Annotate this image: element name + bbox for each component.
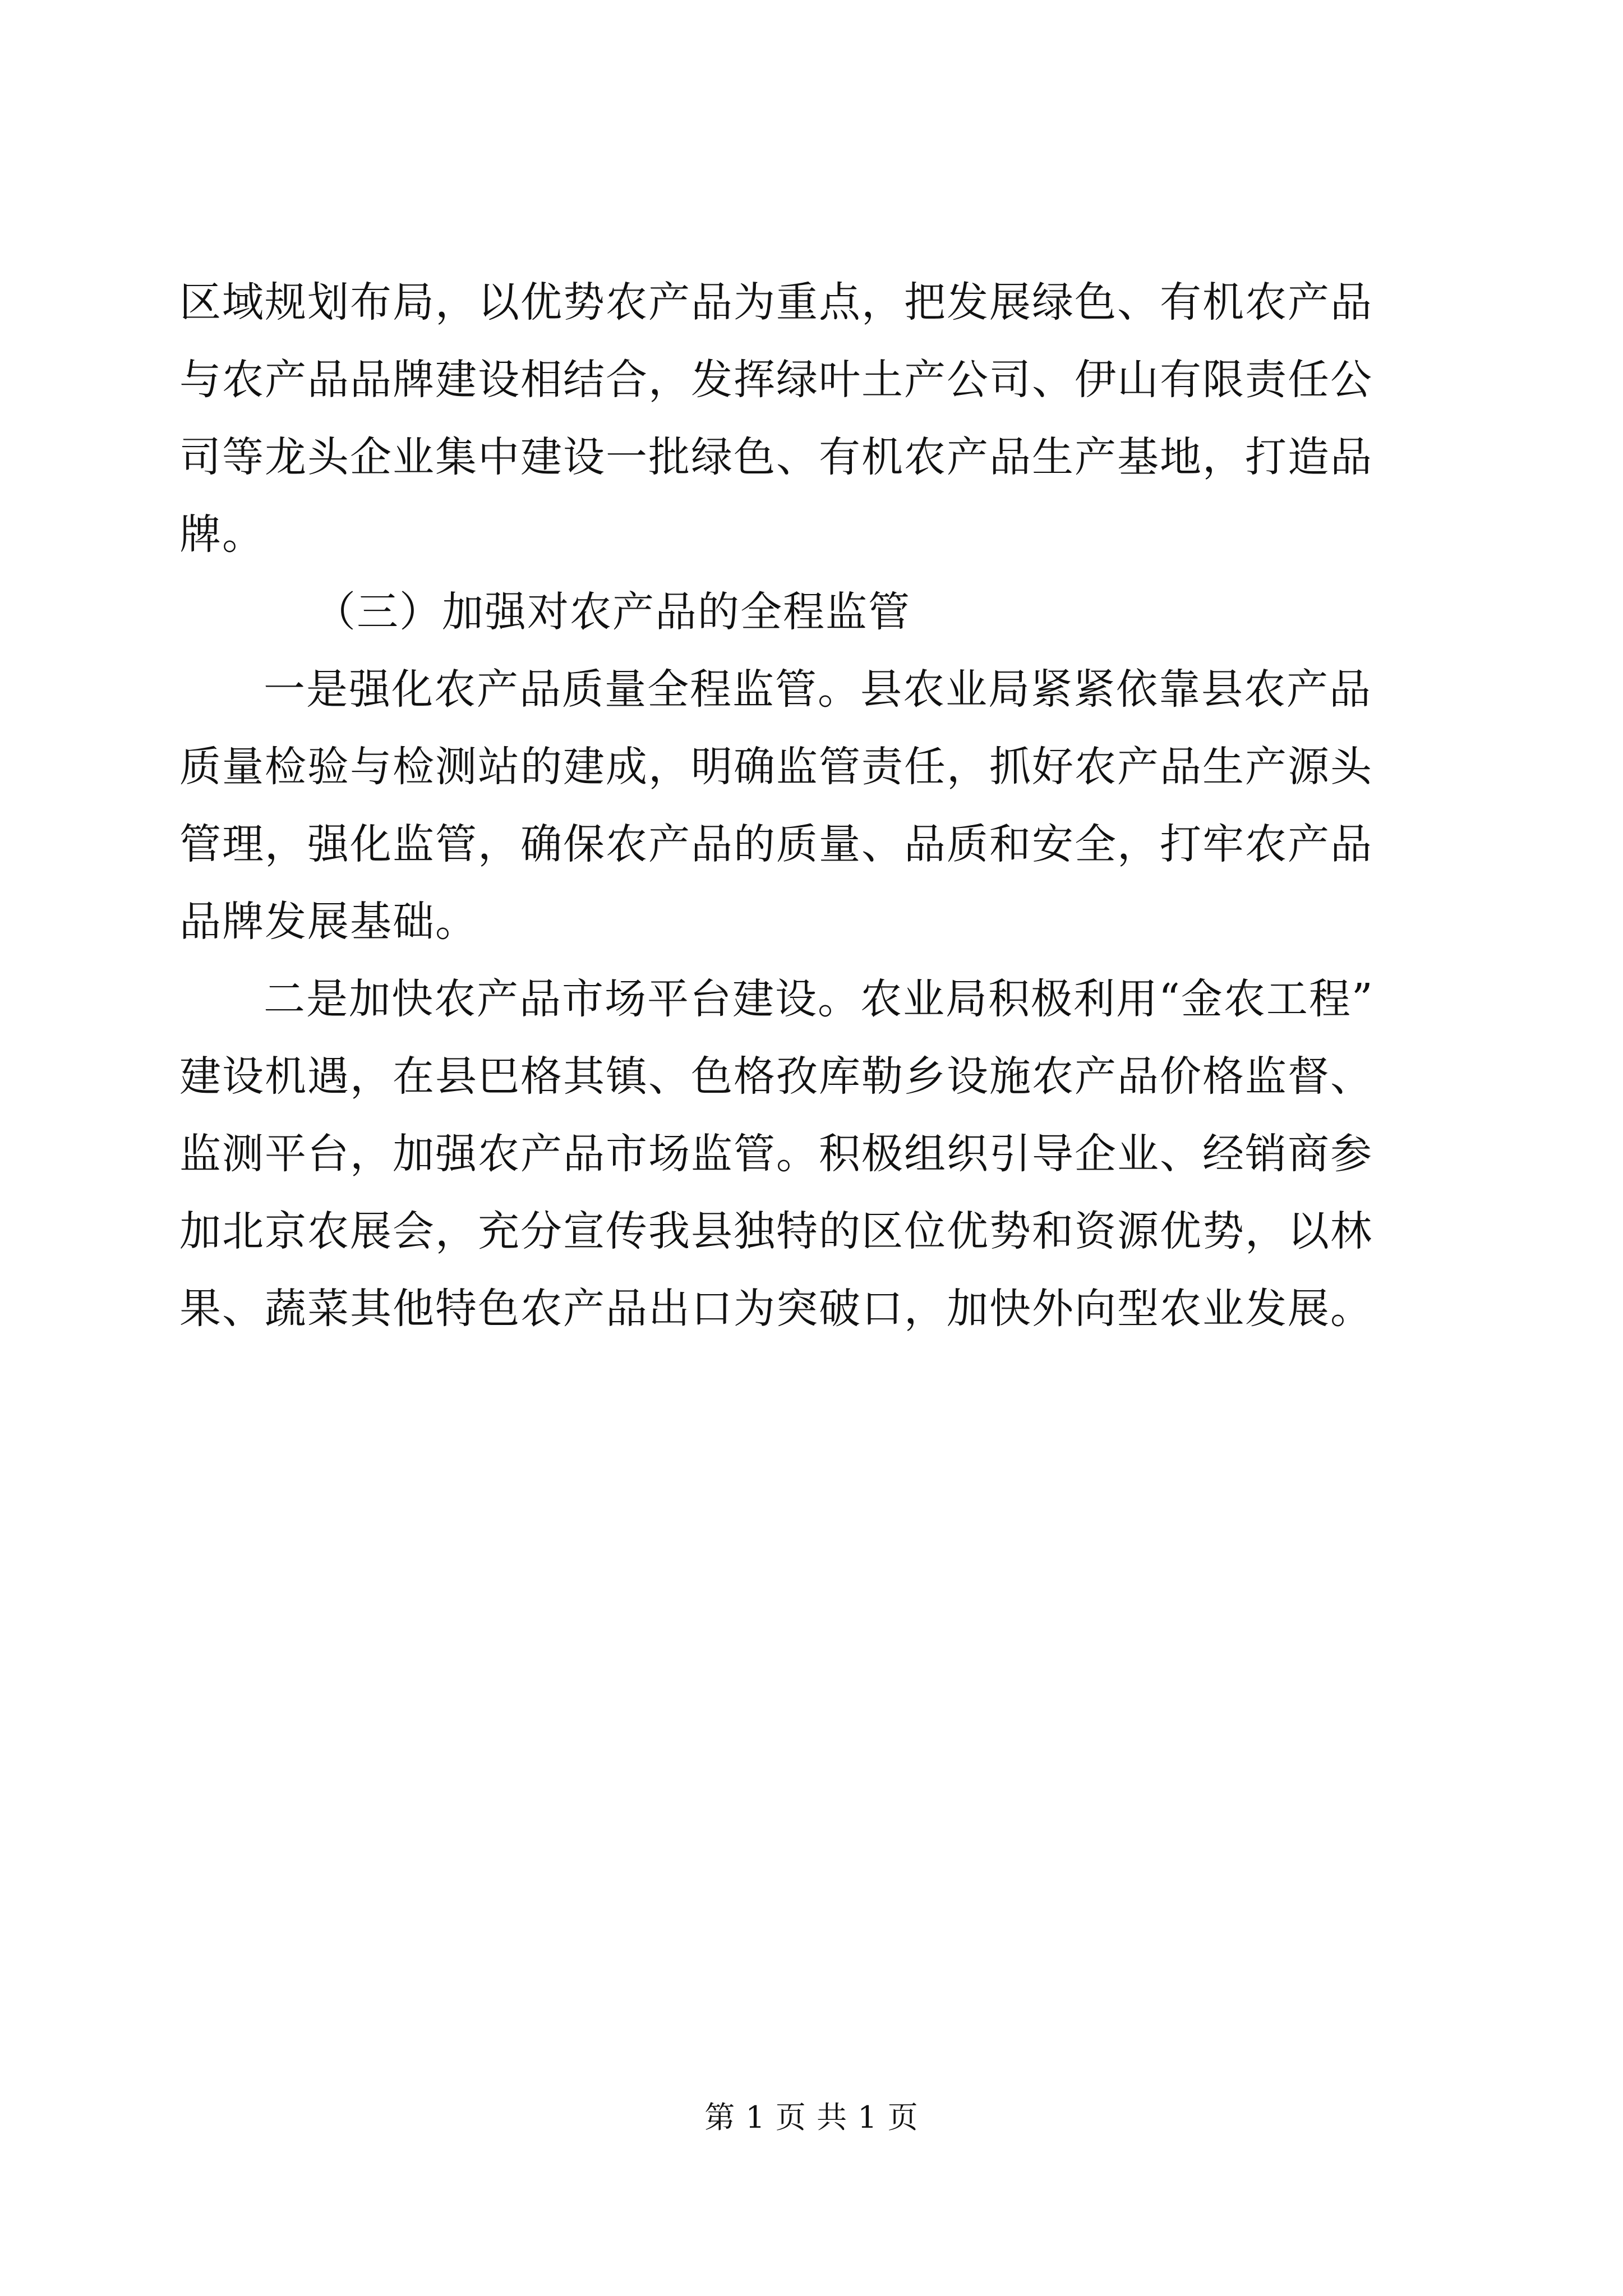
paragraph-line: 果、蔬菜其他特色农产品出口为突破口，加快外向型农业发展。	[179, 1285, 1373, 1333]
document-body	[179, 264, 1447, 1347]
paragraph-line: 质量检验与检测站的建成，明确监管责任，抓好农产品生产源头	[179, 743, 1373, 791]
paragraph-line: 司等龙头企业集中建设一批绿色、有机农产品生产基地，打造品	[179, 433, 1373, 481]
page-footer	[0, 2098, 1623, 2137]
paragraph-line: 二是加快农产品市场平台建设。农业局积极利用“金农工程”	[264, 975, 1374, 1023]
paragraph-line: 牌。	[179, 510, 265, 559]
section-heading: （三）加强对农产品的全程监管	[314, 588, 911, 636]
paragraph-line: 加北京农展会，充分宣传我县独特的区位优势和资源优势，以林	[179, 1207, 1373, 1255]
paragraph-line: 区域规划布局，以优势农产品为重点，把发展绿色、有机农产品	[179, 278, 1373, 326]
paragraph-line: 品牌发展基础。	[179, 898, 478, 946]
page-number: 第 1 页 共 1 页	[704, 2100, 919, 2135]
paragraph-line: 一是强化农产品质量全程监管。县农业局紧紧依靠县农产品	[264, 665, 1372, 714]
paragraph-line: 与农产品品牌建设相结合，发挥绿叶土产公司、伊山有限责任公	[179, 356, 1373, 404]
paragraph-line: 管理，强化监管，确保农产品的质量、品质和安全，打牢农产品	[179, 820, 1373, 868]
paragraph-line: 建设机遇，在县巴格其镇、色格孜库勒乡设施农产品价格监督、	[179, 1052, 1373, 1101]
paragraph-line: 监测平台，加强农产品市场监管。积极组织引导企业、经销商参	[179, 1130, 1373, 1178]
